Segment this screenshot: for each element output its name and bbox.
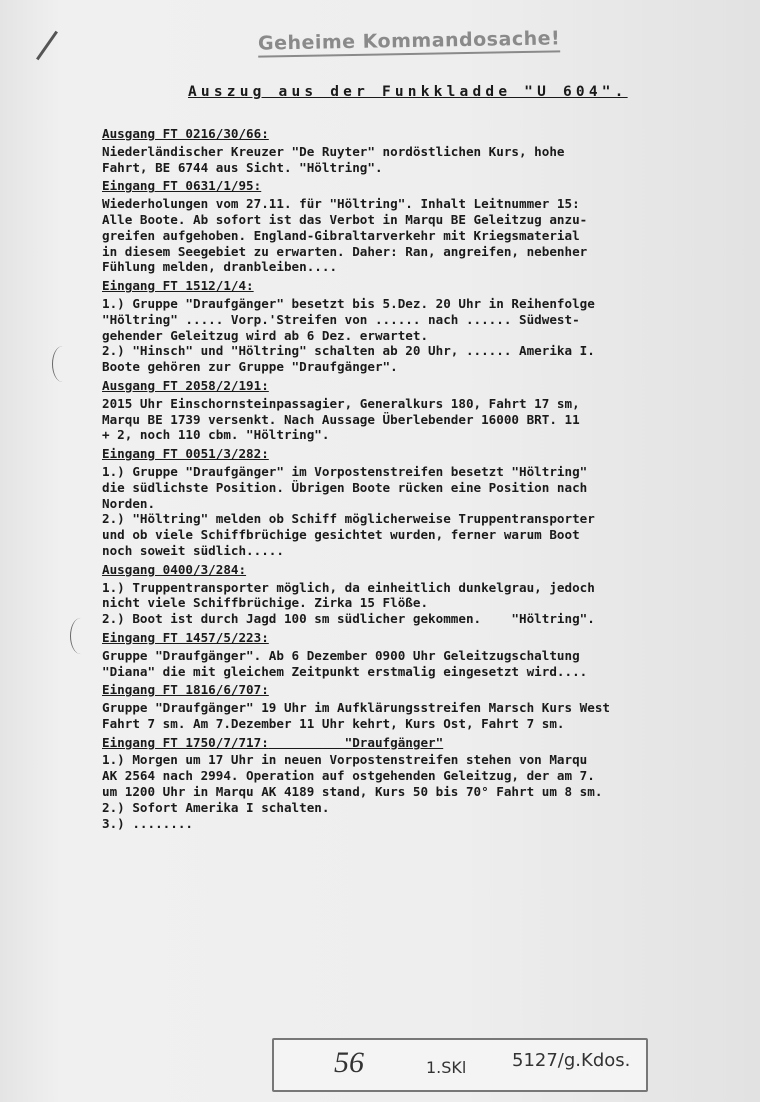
log-entry-line: 1.) Gruppe "Draufgänger" im Vorpostenstreifen besetzt "Höltring"	[102, 463, 588, 479]
margin-mark	[52, 346, 73, 382]
margin-mark	[70, 618, 91, 654]
log-entry-body	[102, 464, 742, 559]
log-entry-line: Gruppe "Draufgänger". Ab 6 Dezember 0900 Uhr Geleitzugschaltung	[102, 647, 580, 663]
log-entry-heading-text: Ausgang 0400/3/284:	[102, 561, 247, 577]
log-entry-line: noch soweit südlich.....	[102, 542, 284, 558]
log-entry-heading	[102, 378, 269, 394]
log-entry-heading	[102, 446, 269, 462]
log-entry	[102, 446, 742, 559]
log-entry-line: 1.) Morgen um 17 Uhr in neuen Vorpostenstreifen stehen von Marqu	[102, 752, 588, 768]
archive-office: 1.SKl	[426, 1058, 467, 1077]
log-entry-heading-text: Eingang FT 0051/3/282:	[102, 446, 269, 462]
log-entry-line: und ob viele Schiffbrüchige gesichtet wurden, ferner warum Boot	[102, 527, 580, 543]
log-entry-heading-text: Eingang FT 0631/1/95:	[102, 178, 262, 194]
log-entry-line: Boote gehören zur Gruppe "Draufgänger".	[102, 359, 398, 375]
log-entry-line: gehender Geleitzug wird ab 6 Dez. erwartet.	[102, 327, 429, 343]
log-entry-line: 1.) Truppentransporter möglich, da einheitlich dunkelgrau, jedoch	[102, 579, 595, 595]
log-entry-line: 2015 Uhr Einschornsteinpassagier, Generalkurs 180, Fahrt 17 sm,	[102, 395, 580, 411]
log-entry	[102, 278, 742, 375]
log-entry-line: 2.) "Hinsch" und "Höltring" schalten ab 20 Uhr, ...... Amerika I.	[102, 343, 595, 359]
log-entry-heading	[102, 126, 269, 142]
document-title: Auszug aus der Funkkladde "U 604".	[188, 84, 628, 100]
archive-stamp	[272, 1038, 648, 1092]
log-entry	[102, 682, 742, 731]
log-entry-heading-text: Ausgang FT 0216/30/66:	[102, 126, 269, 141]
log-entry-line: 2.) Sofort Amerika I schalten.	[102, 799, 330, 815]
log-entry-line: Wiederholungen vom 27.11. für "Höltring". Inhalt Leitnummer 15:	[102, 196, 580, 212]
log-entry-line: Marqu BE 1739 versenkt. Nach Aussage Überlebender 16000 BRT. 11	[102, 411, 580, 427]
log-entry-line: 3.) ........	[102, 815, 193, 831]
log-entry-heading-text: Ausgang FT 2058/2/191:	[102, 377, 269, 393]
log-entry-heading	[102, 278, 254, 294]
log-entry-line: Norden.	[102, 495, 156, 511]
log-entry-line: 1.) Gruppe "Draufgänger" besetzt bis 5.Dez. 20 Uhr in Reihenfolge	[102, 295, 595, 311]
log-entry	[102, 630, 742, 679]
log-entry-line: die südlichste Position. Übrigen Boote rücken eine Position nach	[102, 479, 588, 495]
log-entry-heading	[102, 178, 261, 194]
log-entry-heading-text: Eingang FT 1750/7/717:	[102, 734, 269, 750]
log-entry-body	[102, 196, 742, 275]
log-entry	[102, 126, 742, 175]
log-entry-heading	[102, 735, 443, 751]
log-entry-body	[102, 396, 742, 443]
log-entry-body	[102, 648, 742, 680]
log-entry-heading	[102, 682, 269, 698]
log-entry-heading-text: Eingang FT 1457/5/223:	[102, 629, 269, 645]
log-entry	[102, 378, 742, 443]
log-entry-body	[102, 144, 742, 176]
log-entry-heading-text: Eingang FT 1816/6/707:	[102, 682, 269, 698]
log-entry-line: + 2, noch 110 cbm. "Höltring".	[102, 427, 330, 443]
log-entry-heading	[102, 562, 246, 578]
log-entry-addressee: "Draufgänger"	[268, 734, 444, 750]
log-entry-line: Fühlung melden, dranbleiben....	[102, 259, 338, 275]
log-entry-body	[102, 752, 742, 831]
pen-mark	[36, 31, 58, 61]
archive-reference: 5127/g.Kdos.	[512, 1050, 631, 1071]
log-entry-line: Alle Boote. Ab sofort ist das Verbot in Marqu BE Geleitzug anzu-	[102, 211, 588, 227]
log-entry-line: "Höltring" ..... Vorp.'Streifen von ...... nach ...... Südwest-	[102, 311, 580, 327]
log-entry-body	[102, 580, 742, 627]
log-entry-line: Fahrt 7 sm. Am 7.Dezember 11 Uhr kehrt, Kurs Ost, Fahrt 7 sm.	[102, 715, 565, 731]
log-entry-line: um 1200 Uhr in Marqu AK 4189 stand, Kurs 50 bis 70° Fahrt um 8 sm.	[102, 784, 603, 800]
log-entry-line: Gruppe "Draufgänger" 19 Uhr im Aufklärungsstreifen Marsch Kurs West	[102, 700, 610, 716]
log-entry	[102, 735, 742, 832]
archive-number: 56	[334, 1046, 364, 1079]
log-entry	[102, 562, 742, 627]
log-entry-line: greifen aufgehoben. England-Gibraltarverkehr mit Kriegsmaterial	[102, 227, 580, 243]
log-entry	[102, 178, 742, 275]
log-entry-body	[102, 296, 742, 375]
log-entry-line: "Diana" die mit gleichem Zeitpunkt erstmalig eingesetzt wird....	[102, 663, 588, 679]
radio-log-content	[102, 126, 742, 834]
log-entry-body	[102, 700, 742, 732]
log-entry-line: Fahrt, BE 6744 aus Sicht. "Höltring".	[102, 159, 383, 175]
log-entry-heading-text: Eingang FT 1512/1/4:	[102, 278, 254, 294]
log-entry-line: in diesem Seegebiet zu erwarten. Daher: Ran, angreifen, nebenher	[102, 243, 588, 259]
log-entry-line: Niederländischer Kreuzer "De Ruyter" nordöstlichen Kurs, hohe	[102, 143, 565, 159]
secret-stamp: Geheime Kommandosache!	[258, 27, 561, 57]
log-entry-line: AK 2564 nach 2994. Operation auf ostgehenden Geleitzug, der am 7.	[102, 768, 595, 784]
log-entry-line: 2.) "Höltring" melden ob Schiff möglicherweise Truppentransporter	[102, 511, 595, 527]
log-entry-line: nicht viele Schiffbrüchige. Zirka 15 Flöße.	[102, 595, 429, 611]
log-entry-line: 2.) Boot ist durch Jagd 100 sm südlicher gekommen. "Höltring".	[102, 611, 595, 627]
log-entry-heading	[102, 630, 269, 646]
